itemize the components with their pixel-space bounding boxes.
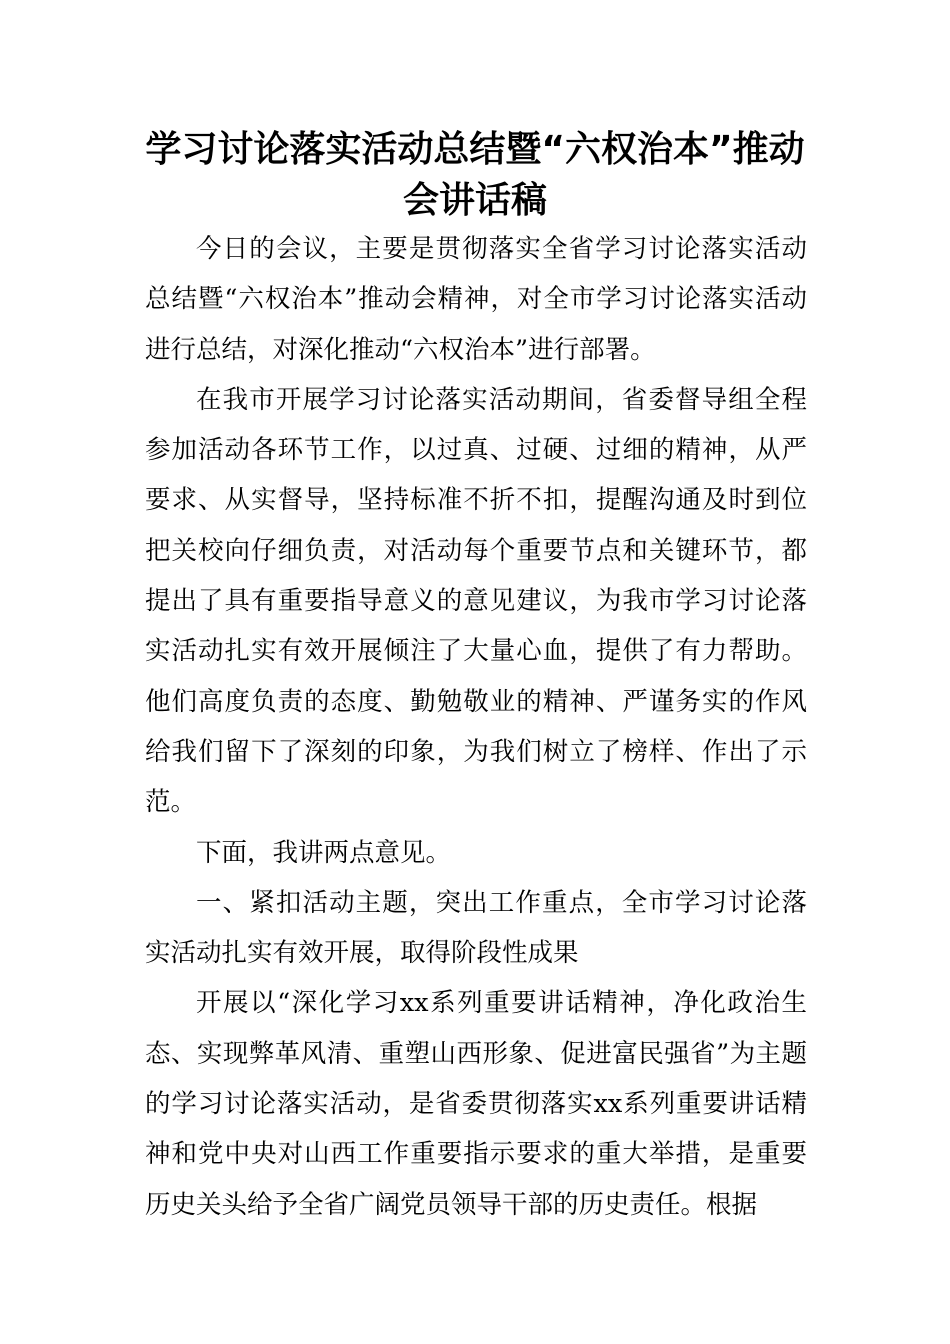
paragraph-supervision: 在我市开展学习讨论落实活动期间，省委督导组全程参加活动各环节工作，以过真、过硬、过细的精神，从严要求、从实督导，坚持标准不折不扣，提醒沟通及时到位把关校向仔细负责，对活动每个重要节点和关键环节，都提出了具有重要指导意义的意见建议，为我市学习讨论落实活动扎实有效开展倾注了大量心血，提供了有力帮助。他们高度负责的态度、勤勉敬业的精神、严谨务实的作风给我们留下了深刻的印象，为我们树立了榜样、作出了示范。 [145, 384, 807, 818]
document-title: 学习讨论落实活动总结暨“六权治本”推动会讲话稿 [145, 129, 805, 221]
paragraph-theme: 开展以“深化学习xx系列重要讲话精神，净化政治生态、实现弊革风清、重塑山西形象、促进富民强省”为主题的学习讨论落实活动，是省委贯彻落实xx系列重要讲话精神和党中央对山西工作重要指示要求的重大举措，是重要历史关头给予全省广阔党员领导干部的历史责任。根据 [145, 988, 807, 1220]
section-heading-one: 一、紧扣活动主题，突出工作重点，全市学习讨论落实活动扎实有效开展，取得阶段性成果 [145, 887, 807, 969]
paragraph-two-points: 下面，我讲两点意见。 [196, 837, 452, 868]
paragraph-opening: 今日的会议，主要是贯彻落实全省学习讨论落实活动总结暨“六权治本”推动会精神，对全市学习讨论落实活动进行总结，对深化推动“六权治本”进行部署。 [145, 234, 807, 365]
document-body [145, 224, 807, 1230]
